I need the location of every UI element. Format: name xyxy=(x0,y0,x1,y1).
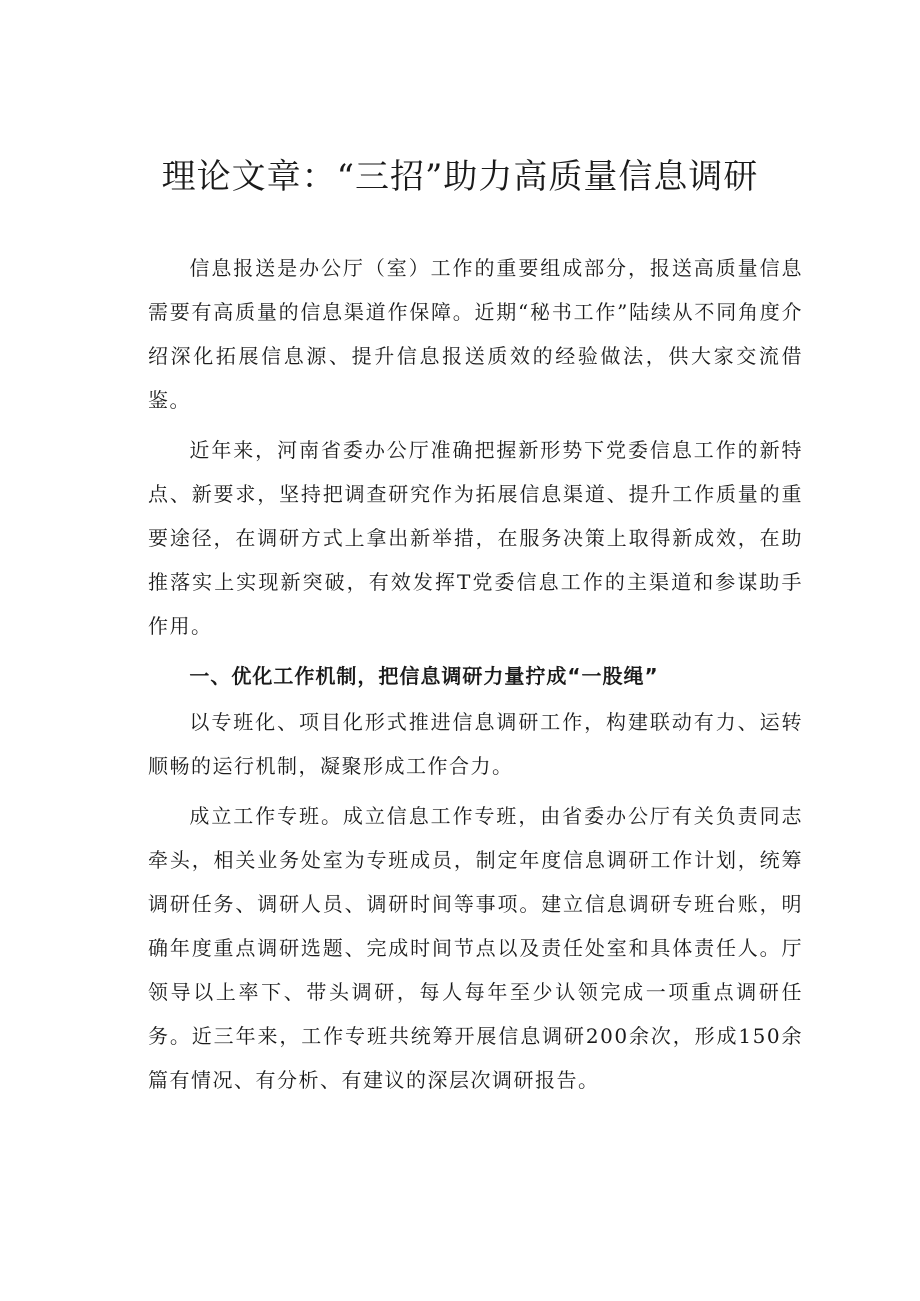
background-paragraph: 近年来，河南省委办公厅准确把握新形势下党委信息工作的新特点、新要求，坚持把调查研究作为拓展信息渠道、提升工作质量的重要途径，在调研方式上拿出新举措，在服务决策上取得新成效，在助推落实上实现新突破，有效发挥T党委信息工作的主渠道和参谋助手作用。 xyxy=(148,438,803,638)
section-1-summary-paragraph: 以专班化、项目化形式推进信息调研工作，构建联动有力、运转顺畅的运行机制，凝聚形成工作合力。 xyxy=(148,710,803,778)
document-body xyxy=(148,246,803,1108)
section-heading-1: 一、优化工作机制，把信息调研力量拧成“一股绳” xyxy=(189,664,659,688)
section-1-detail-paragraph: 成立工作专班。成立信息工作专班，由省委办公厅有关负责同志牵头，相关业务处室为专班成员，制定年度信息调研工作计划，统筹调研任务、调研人员、调研时间等事项。建立信息调研专班台账，明确年度重点调研选题、完成时间节点以及责任处室和具体责任人。厅领导以上率下、带头调研，每人每年至少认领完成一项重点调研任务。近三年来，工作专班共统筹开展信息调研200余次，形成150余篇有情况、有分析、有建议的深层次调研报告。 xyxy=(148,804,803,1092)
document-title: 理论文章：“三招”助力高质量信息调研 xyxy=(161,157,759,197)
intro-paragraph: 信息报送是办公厅（室）工作的重要组成部分，报送高质量信息需要有高质量的信息渠道作保障。近期“秘书工作”陆续从不同角度介绍深化拓展信息源、提升信息报送质效的经验做法，供大家交流借鉴。 xyxy=(148,256,803,412)
